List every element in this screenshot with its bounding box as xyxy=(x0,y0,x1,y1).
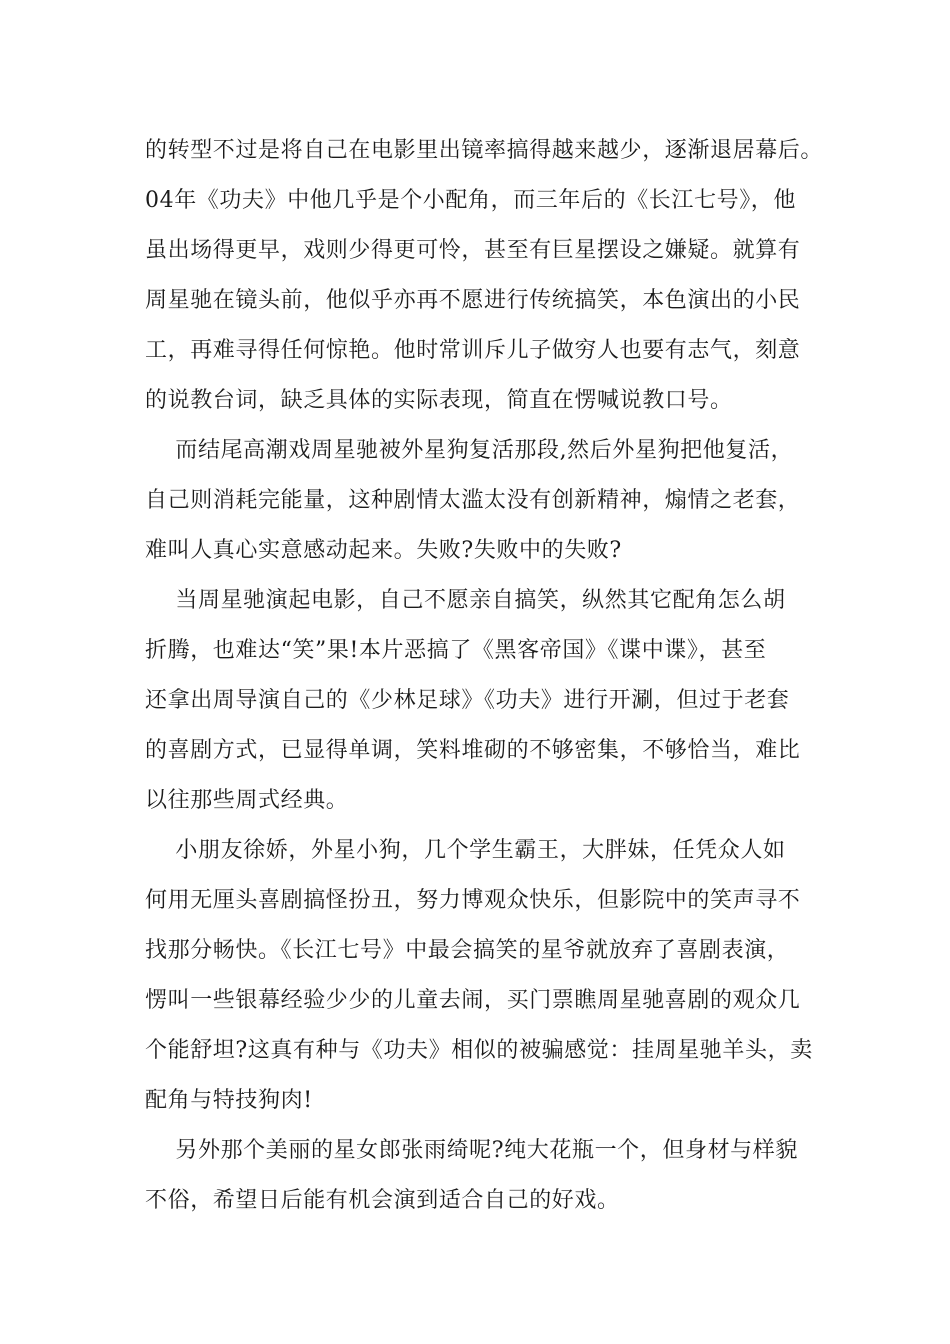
text-line: 何用无厘头喜剧搞怪扮丑，努力博观众快乐，但影院中的笑声寻不 xyxy=(145,888,801,913)
text-line: 小朋友徐娇，外星小狗，几个学生霸王，大胖妹，任凭众人如 xyxy=(145,838,786,863)
text-line: 的喜剧方式，已显得单调，笑料堆砌的不够密集，不够恰当，难比 xyxy=(145,738,801,763)
paragraph-5 xyxy=(145,1126,810,1226)
text-line: 04年《功夫》中他几乎是个小配角，而三年后的《长江七号》，他 xyxy=(145,188,796,213)
text-line: 而结尾高潮戏周星驰被外星狗复活那段,然后外星狗把他复活， xyxy=(145,438,794,463)
text-line: 不俗，希望日后能有机会演到适合自己的好戏。 xyxy=(145,1188,620,1213)
text-line: 当周星驰演起电影，自己不愿亲自搞笑，纵然其它配角怎么胡 xyxy=(145,588,786,613)
text-line: 的说教台词，缺乏具体的实际表现，简直在愣喊说教口号。 xyxy=(145,388,733,413)
article-body xyxy=(145,126,824,1226)
paragraph-3 xyxy=(145,576,810,826)
text-line: 另外那个美丽的星女郎张雨绮呢?纯大花瓶一个，但身材与样貌 xyxy=(145,1138,798,1163)
text-line: 周星驰在镜头前，他似乎亦再不愿进行传统搞笑，本色演出的小民 xyxy=(145,288,801,313)
text-line: 难叫人真心实意感动起来。失败?失败中的失败? xyxy=(145,538,622,563)
text-line: 虽出场得更早，戏则少得更可怜，甚至有巨星摆设之嫌疑。就算有 xyxy=(145,238,801,263)
text-line: 还拿出周导演自己的《少林足球》《功夫》进行开涮，但过于老套 xyxy=(145,688,790,713)
text-line: 个能舒坦?这真有种与《功夫》相似的被骗感觉：挂周星驰羊头，卖 xyxy=(145,1038,813,1063)
text-line: 折腾，也难达“笑”果!本片恶搞了《黑客帝国》《谍中谍》，甚至 xyxy=(145,638,767,663)
paragraph-2 xyxy=(145,426,810,576)
text-line: 找那分畅快。《长江七号》中最会搞笑的星爷就放弃了喜剧表演， xyxy=(145,938,790,963)
paragraph-1 xyxy=(145,126,824,426)
text-line: 配角与特技狗肉! xyxy=(145,1088,313,1113)
text-line: 的转型不过是将自己在电影里出镜率搞得越来越少，逐渐退居幕后。 xyxy=(145,138,824,163)
text-line: 以往那些周式经典。 xyxy=(145,788,349,813)
text-line: 自己则消耗完能量，这种剧情太滥太没有创新精神，煽情之老套， xyxy=(145,488,801,513)
text-line: 工，再难寻得任何惊艳。他时常训斥儿子做穷人也要有志气，刻意 xyxy=(145,338,801,363)
text-line: 愣叫一些银幕经验少少的儿童去闹，买门票瞧周星驰喜剧的观众几 xyxy=(145,988,801,1013)
paragraph-4 xyxy=(145,826,813,1126)
